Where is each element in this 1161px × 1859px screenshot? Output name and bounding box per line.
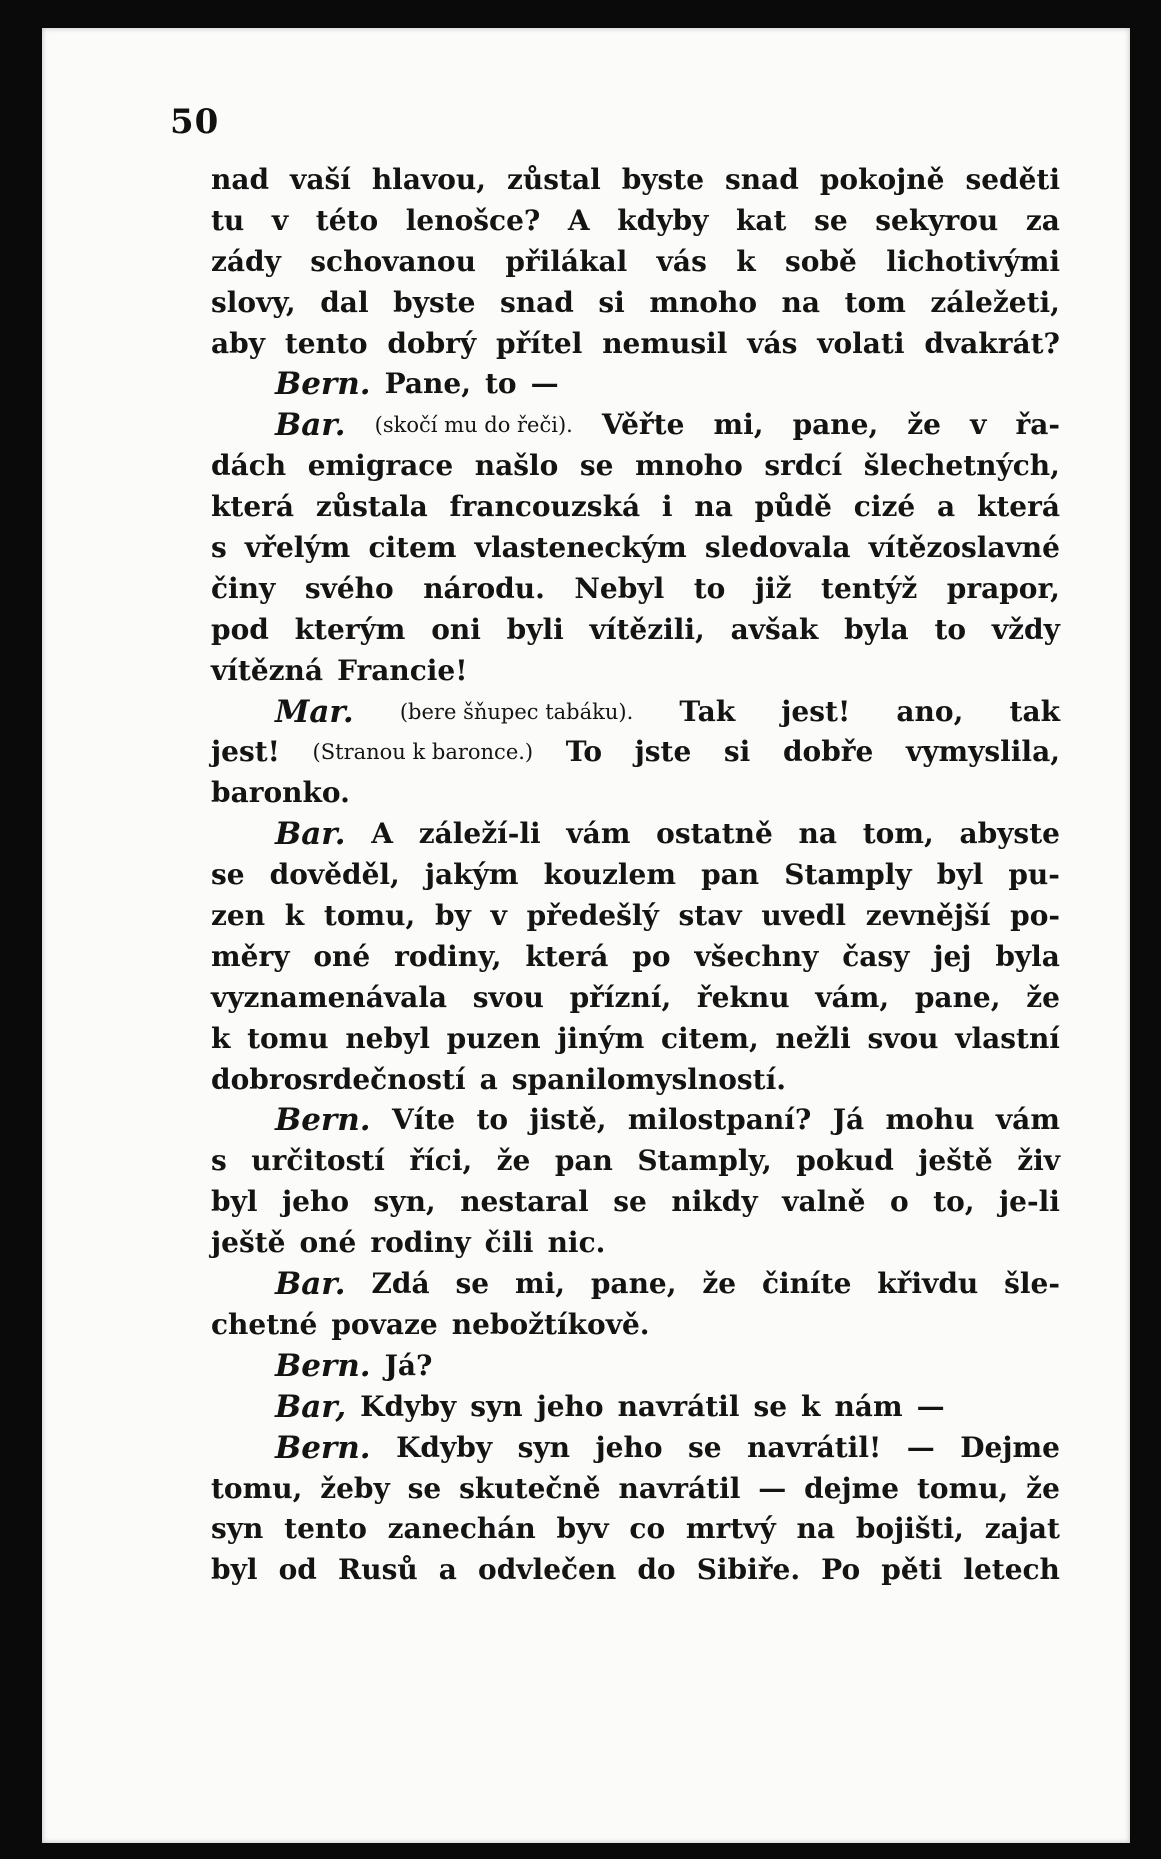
text-line	[211, 487, 1060, 528]
speaker-name: Bar.	[275, 816, 346, 853]
text-line	[211, 1469, 1060, 1510]
word: mohu	[885, 1103, 975, 1137]
word: navrátil	[617, 1389, 740, 1423]
word: Já?	[384, 1348, 433, 1382]
word: vítězili,	[589, 612, 705, 646]
word: šle-	[1004, 1267, 1060, 1301]
word: pane,	[590, 1267, 677, 1301]
word: činy	[211, 571, 276, 605]
word: Francie!	[337, 653, 468, 687]
word: svou	[472, 980, 544, 1014]
word: přilákal	[505, 244, 628, 278]
word: Stamply,	[637, 1144, 772, 1178]
word: Stamply	[784, 858, 912, 892]
word: volati	[817, 326, 905, 360]
word: dejme	[804, 1471, 900, 1505]
word: —	[906, 1430, 935, 1464]
word: jeho	[282, 1185, 349, 1219]
word: již	[754, 571, 792, 605]
word: jakým	[424, 858, 519, 892]
word: přízní,	[569, 980, 672, 1014]
word: na	[694, 490, 733, 524]
word: tomu,	[916, 1471, 1009, 1505]
speaker-name: Bern.	[275, 1102, 371, 1139]
word: avšak	[730, 612, 819, 646]
word: mnoho	[649, 285, 758, 319]
word: národu.	[423, 571, 545, 605]
word: lichotivými	[886, 244, 1060, 278]
word: tu	[211, 203, 245, 237]
text-line	[211, 1550, 1060, 1591]
word: valně	[782, 1185, 866, 1219]
word: sobě	[785, 244, 857, 278]
word: syn	[517, 1430, 571, 1464]
word: dobrý	[387, 326, 477, 360]
word: aby	[211, 326, 265, 360]
word: svého	[304, 571, 394, 605]
word: skutečně	[459, 1471, 601, 1505]
word: vlastní	[955, 1021, 1060, 1055]
word: Pane,	[384, 367, 471, 401]
word: jest!	[211, 735, 280, 769]
word: po-	[1010, 899, 1060, 933]
word: sekyrou	[875, 203, 999, 237]
word: nebožtíkově.	[451, 1307, 650, 1341]
word: A	[567, 203, 590, 237]
page-number: 50	[170, 102, 220, 142]
word: dověděl,	[269, 858, 400, 892]
word: nestaral	[460, 1185, 589, 1219]
word: zen	[211, 899, 266, 933]
word: uvedl	[761, 899, 846, 933]
text-line	[211, 814, 1060, 855]
word: jeho	[536, 1389, 604, 1423]
word: Tak	[679, 694, 736, 728]
word: byv	[556, 1512, 609, 1546]
word: byl	[211, 1553, 258, 1587]
word: kouzlem	[543, 858, 676, 892]
word: jiným	[557, 1021, 645, 1055]
word: jistě,	[529, 1103, 607, 1137]
word: za	[1025, 203, 1060, 237]
speaker-name: Bar.	[275, 407, 346, 444]
word: Po	[821, 1553, 861, 1587]
word: že	[907, 408, 941, 442]
word: živ	[1017, 1144, 1060, 1178]
word: dvakrát?	[924, 326, 1060, 360]
text-line	[211, 528, 1060, 569]
text-line	[211, 1019, 1060, 1060]
word: to,	[933, 1185, 975, 1219]
word: byl	[211, 1185, 258, 1219]
word: navrátil!	[747, 1430, 882, 1464]
word: rodiny,	[394, 939, 502, 973]
word: si	[723, 735, 751, 769]
word: svou	[867, 1021, 939, 1055]
word: —	[758, 1471, 787, 1505]
text-line	[211, 446, 1060, 487]
word: vaší	[290, 163, 351, 196]
word: pan	[701, 858, 760, 892]
word: jest!	[781, 694, 851, 728]
word: spanilomyslností.	[511, 1062, 786, 1096]
word: s	[211, 531, 227, 565]
word: Nebyl	[574, 571, 665, 605]
word: snad	[725, 163, 799, 196]
word: citem	[368, 531, 457, 565]
word: měry	[211, 939, 290, 973]
word: že	[1026, 1471, 1060, 1505]
word: pokud	[796, 1144, 894, 1178]
word: oné	[313, 939, 371, 973]
word: na	[796, 1512, 836, 1546]
word: Rusů	[337, 1553, 418, 1587]
word: Kdyby	[396, 1430, 493, 1464]
word: která	[211, 490, 295, 524]
word: že	[496, 1144, 531, 1178]
word: byla	[844, 612, 909, 646]
word: dal	[320, 285, 369, 319]
word: tento	[284, 1512, 367, 1546]
word: by	[434, 899, 471, 933]
text-line	[211, 160, 1060, 201]
text-line	[211, 364, 1060, 405]
word: vítězoslavné	[868, 531, 1060, 565]
word: pane,	[792, 408, 879, 442]
word: všechny	[694, 939, 819, 973]
word: vítězná	[211, 653, 324, 687]
text-line	[211, 651, 1060, 692]
text-line	[211, 1060, 1060, 1101]
word: tom,	[862, 817, 934, 851]
word: že	[702, 1267, 737, 1301]
word: která	[525, 939, 609, 973]
word: hlavou,	[371, 163, 487, 196]
word: půdě	[754, 490, 832, 524]
word: k	[284, 899, 305, 933]
text-line	[211, 732, 1060, 773]
word: Já	[832, 1103, 865, 1137]
word: říci,	[409, 1144, 473, 1178]
word: vám	[566, 817, 631, 851]
word: že	[1026, 980, 1060, 1014]
word: nad	[211, 163, 270, 196]
word: k	[211, 1021, 231, 1055]
word: byste	[621, 163, 705, 196]
word: syn,	[373, 1185, 436, 1219]
word: řeknu	[696, 980, 790, 1014]
word: na	[781, 285, 821, 319]
text-line	[211, 855, 1060, 896]
word: tak	[1009, 694, 1060, 728]
word: dách	[211, 449, 287, 483]
text-line	[211, 1264, 1060, 1305]
word: bojišti,	[855, 1512, 964, 1546]
word: pod	[211, 612, 269, 646]
word: povaze	[331, 1307, 438, 1341]
word: Sibiře.	[696, 1553, 801, 1587]
word: lenošce?	[405, 203, 541, 237]
word: tomu	[247, 1021, 329, 1055]
word: si	[598, 285, 625, 319]
word: nežli	[775, 1021, 851, 1055]
text-line	[211, 896, 1060, 937]
word: a	[936, 490, 956, 524]
word: francouzská	[449, 490, 641, 524]
word: vřelým	[244, 531, 351, 565]
word: zajat	[984, 1512, 1060, 1546]
word: byli	[506, 612, 564, 646]
text-line	[211, 324, 1060, 365]
text-line	[211, 1182, 1060, 1223]
word: mnoho	[635, 449, 743, 483]
text-line	[211, 1223, 1060, 1264]
word: ano,	[896, 694, 964, 728]
word: se	[455, 1267, 490, 1301]
text-line	[211, 1141, 1060, 1182]
text-line	[211, 937, 1060, 978]
word: oni	[431, 612, 481, 646]
word: nebyl	[345, 1021, 430, 1055]
body-text	[211, 160, 1060, 1591]
word: tentýž	[821, 571, 918, 605]
word: v	[271, 203, 289, 237]
word: to	[484, 367, 517, 401]
text-line	[211, 692, 1060, 733]
word: k	[736, 244, 756, 278]
word: v	[490, 899, 507, 933]
word: byl	[936, 858, 984, 892]
word: jste	[634, 735, 692, 769]
word: se	[211, 858, 245, 892]
word: která	[976, 490, 1060, 524]
speaker-name: Mar.	[275, 693, 354, 730]
word: vyznamenávala	[211, 980, 448, 1014]
word: se	[814, 203, 848, 237]
word: kterým	[294, 612, 406, 646]
word: citem,	[660, 1021, 759, 1055]
word: je-li	[999, 1185, 1060, 1219]
word: vám,	[815, 980, 890, 1014]
word: čili	[484, 1226, 534, 1260]
word: To	[565, 735, 603, 769]
word: časy	[842, 939, 910, 973]
word: Víte	[391, 1103, 456, 1137]
word: se	[613, 1185, 647, 1219]
word: vymyslila,	[905, 735, 1060, 769]
word: tomu,	[323, 899, 416, 933]
word: zůstala	[315, 490, 428, 524]
word: ostatně	[656, 817, 773, 851]
word: to	[693, 571, 726, 605]
word: to	[476, 1103, 509, 1137]
speaker-name: Bar.	[275, 1266, 346, 1303]
word: mi,	[713, 408, 764, 442]
word: pěti	[881, 1553, 943, 1587]
word: odvlečen	[478, 1553, 617, 1587]
word: srdcí	[764, 449, 843, 483]
word: Kdyby	[360, 1389, 457, 1423]
word: kdyby	[617, 203, 709, 237]
word: snad	[500, 285, 574, 319]
word: byla	[995, 939, 1060, 973]
word: kat	[735, 203, 787, 237]
text-line	[211, 242, 1060, 283]
word: se	[407, 1471, 442, 1505]
text-line	[211, 1387, 1060, 1428]
word: syn	[470, 1389, 523, 1423]
word: se	[753, 1389, 788, 1423]
word: k	[801, 1389, 821, 1423]
word: určitostí	[251, 1144, 385, 1178]
word: —	[530, 367, 559, 401]
word: po	[632, 939, 671, 973]
word: nám	[834, 1389, 903, 1423]
speaker-name: Bar,	[275, 1388, 347, 1425]
word: tomu,	[211, 1471, 303, 1505]
text-line	[211, 610, 1060, 651]
word: schovanou	[310, 244, 476, 278]
word: milostpaní?	[627, 1103, 812, 1137]
word: činíte	[761, 1267, 852, 1301]
text-line	[211, 1509, 1060, 1550]
word: o	[889, 1185, 909, 1219]
word: na	[798, 817, 838, 851]
word: se	[579, 449, 614, 483]
word: zůstal	[506, 163, 601, 196]
text-line	[211, 405, 1060, 446]
word: dobrosrdečností	[211, 1062, 466, 1096]
word: Dejme	[960, 1430, 1060, 1464]
word: —	[916, 1389, 945, 1423]
word: slovy,	[211, 285, 296, 319]
word: nikdy	[671, 1185, 758, 1219]
word: pu-	[1008, 858, 1060, 892]
word: zanechán	[387, 1512, 536, 1546]
word: se	[688, 1430, 722, 1464]
word: abyste	[959, 817, 1060, 851]
word: této	[315, 203, 379, 237]
word: Zdá	[371, 1267, 430, 1301]
word: zevnější	[865, 899, 991, 933]
stage-direction: (skočí mu do řeči).	[374, 413, 573, 438]
word: předešlý	[526, 899, 659, 933]
word: vždy	[991, 612, 1060, 646]
text-line	[211, 1100, 1060, 1141]
word: chetné	[211, 1307, 318, 1341]
word: jeho	[595, 1430, 663, 1464]
word: ještě	[918, 1144, 993, 1178]
word: vás	[656, 244, 707, 278]
speaker-name: Bern.	[275, 1429, 371, 1466]
word: mrtvý	[685, 1512, 776, 1546]
word: záležeti,	[930, 285, 1060, 319]
word: řa-	[1015, 408, 1060, 442]
word: a	[438, 1553, 457, 1587]
word: syn	[211, 1512, 264, 1546]
text-line	[211, 283, 1060, 324]
word: rodiny	[370, 1226, 471, 1260]
word: pokojně	[819, 163, 945, 196]
word: dobře	[782, 735, 874, 769]
word: navrátil	[618, 1471, 741, 1505]
word: Věřte	[601, 408, 685, 442]
word: pane,	[914, 980, 1001, 1014]
word: oné	[299, 1226, 357, 1260]
word: s	[211, 1144, 227, 1178]
word: ještě	[211, 1226, 286, 1260]
word: A	[371, 817, 394, 851]
word: zády	[211, 244, 281, 278]
word: seděti	[965, 163, 1060, 196]
word: baronko.	[211, 776, 350, 810]
word: přítel	[496, 326, 583, 360]
word: letech	[963, 1553, 1060, 1587]
word: našlo	[474, 449, 559, 483]
word: nemusil	[602, 326, 728, 360]
word: prapor,	[946, 571, 1060, 605]
word: pan	[554, 1144, 613, 1178]
word: sledovala	[704, 531, 851, 565]
speaker-name: Bern.	[275, 1347, 371, 1384]
text-line	[211, 201, 1060, 242]
word: vás	[747, 326, 798, 360]
word: v	[970, 408, 987, 442]
word: mi,	[514, 1267, 565, 1301]
word: tento	[284, 326, 368, 360]
word: šlechetných,	[863, 449, 1060, 483]
word: vlasteneckým	[474, 531, 687, 565]
word: to	[934, 612, 967, 646]
word: i	[661, 490, 673, 524]
word: co	[629, 1512, 666, 1546]
stage-direction: (Stranou k baronce.)	[312, 740, 534, 765]
word: křivdu	[877, 1267, 979, 1301]
stage-direction: (bere šňupec tabáku).	[399, 699, 634, 724]
text-line	[211, 1428, 1060, 1469]
word: od	[278, 1553, 317, 1587]
text-line	[211, 978, 1060, 1019]
text-line	[211, 1305, 1060, 1346]
word: žeby	[320, 1471, 390, 1505]
text-line	[211, 773, 1060, 814]
text-line	[211, 569, 1060, 610]
word: puzen	[446, 1021, 541, 1055]
word: byste	[393, 285, 476, 319]
text-line	[211, 1346, 1060, 1387]
word: do	[637, 1553, 676, 1587]
word: záleží-li	[418, 817, 541, 851]
word: a	[479, 1062, 498, 1096]
word: vám	[995, 1103, 1060, 1137]
word: jej	[933, 939, 972, 973]
speaker-name: Bern.	[275, 366, 371, 403]
word: cizé	[853, 490, 916, 524]
word: emigrace	[307, 449, 454, 483]
word: stav	[678, 899, 742, 933]
word: tom	[844, 285, 906, 319]
word: nic.	[547, 1226, 606, 1260]
